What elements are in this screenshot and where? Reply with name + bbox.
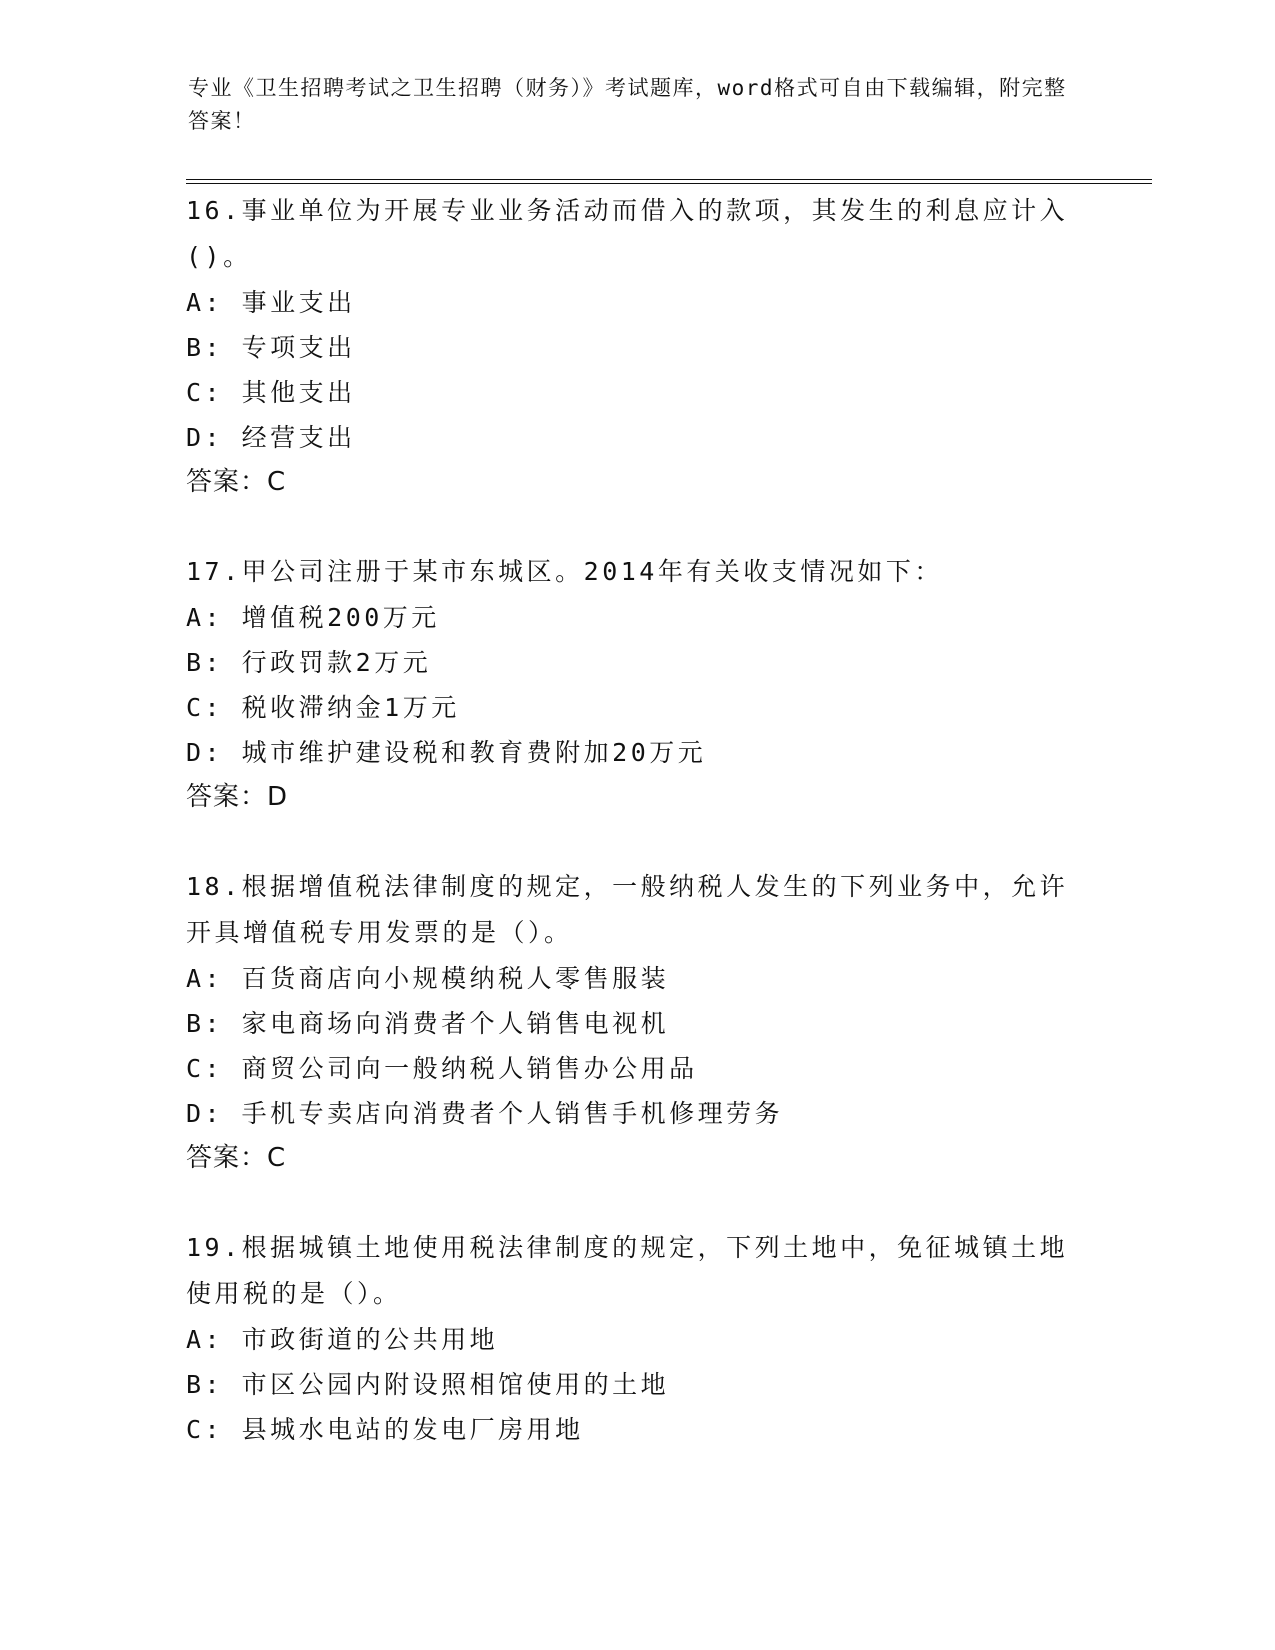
answer-line: 答案：D [186, 782, 289, 812]
answer-line: 答案：C [186, 1143, 287, 1173]
option-d: D: 手机专卖店向消费者个人销售手机修理劳务 [186, 1099, 784, 1128]
option-c: C: 税收滞纳金1万元 [186, 693, 460, 722]
option-d: D: 城市维护建设税和教育费附加20万元 [186, 738, 707, 767]
option-b: B: 家电商场向消费者个人销售电视机 [186, 1009, 670, 1038]
document-header: 专业《卫生招聘考试之卫生招聘（财务）》考试题库，word格式可自由下载编辑，附完整答案！ [188, 76, 1067, 133]
question-19 [186, 1225, 1086, 1452]
option-c: C: 商贸公司向一般纳税人销售办公用品 [186, 1054, 698, 1083]
question-stem: 19.根据城镇土地使用税法律制度的规定，下列土地中，免征城镇土地使用税的是（）。 [186, 1233, 1069, 1308]
header-divider-bottom [186, 183, 1152, 184]
question-17 [186, 549, 1086, 820]
option-a: A: 事业支出 [186, 288, 356, 317]
option-b: B: 行政罚款2万元 [186, 648, 432, 677]
question-16 [186, 188, 1086, 505]
option-a: A: 增值税200万元 [186, 603, 440, 632]
question-stem: 16.事业单位为开展专业业务活动而借入的款项，其发生的利息应计入()。 [186, 196, 1069, 271]
question-stem: 17.甲公司注册于某市东城区。2014年有关收支情况如下： [186, 557, 943, 586]
question-spacer [186, 820, 1086, 864]
option-a: A: 百货商店向小规模纳税人零售服装 [186, 964, 670, 993]
option-c: C: 县城水电站的发电厂房用地 [186, 1415, 584, 1444]
option-d: D: 经营支出 [186, 423, 356, 452]
question-18 [186, 864, 1086, 1181]
question-spacer [186, 1181, 1086, 1225]
option-a: A: 市政街道的公共用地 [186, 1325, 499, 1354]
question-spacer [186, 505, 1086, 549]
option-c: C: 其他支出 [186, 378, 356, 407]
question-list [186, 188, 1086, 1452]
option-b: B: 专项支出 [186, 333, 356, 362]
option-b: B: 市区公园内附设照相馆使用的土地 [186, 1370, 670, 1399]
question-stem: 18.根据增值税法律制度的规定，一般纳税人发生的下列业务中，允许开具增值税专用发票的是（）。 [186, 872, 1069, 947]
answer-line: 答案：C [186, 467, 287, 497]
header-divider-top [186, 179, 1152, 180]
